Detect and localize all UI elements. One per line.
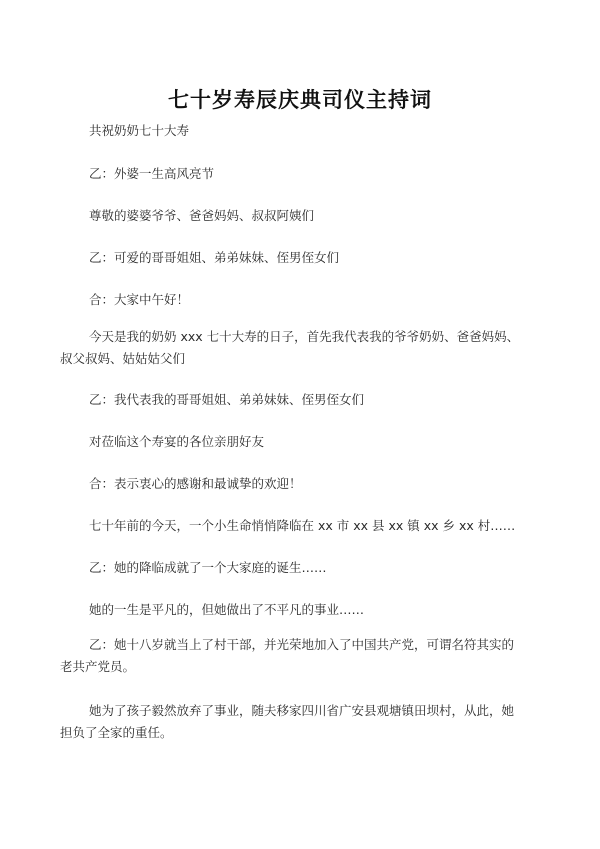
paragraph-3: 尊敬的婆婆爷爷、爸爸妈妈、叔叔阿姨们 xyxy=(89,208,315,223)
paragraph-7: 乙：我代表我的哥哥姐姐、弟弟妹妹、侄男侄女们 xyxy=(89,392,365,407)
paragraph-13: 乙：她十八岁就当上了村干部，并光荣地加入了中国共产党，可谓名符其实的老共产党员。 xyxy=(60,637,515,674)
paragraph-8: 对莅临这个寿宴的各位亲朋好友 xyxy=(89,434,265,449)
paragraph-2: 乙：外婆一生高风亮节 xyxy=(89,166,215,181)
paragraph-9: 合：表示衷心的感谢和最诚挚的欢迎！ xyxy=(89,476,302,491)
paragraph-12: 她的一生是平凡的，但她做出了不平凡的事业…… xyxy=(89,602,365,617)
paragraph-6: 今天是我的奶奶 xxx 七十大寿的日子，首先我代表我的爷爷奶奶、爸爸妈妈、叔父叔妈、姑姑姑父们 xyxy=(60,329,520,366)
paragraph-1: 共祝奶奶七十大寿 xyxy=(89,123,190,138)
paragraph-10: 七十年前的今天，一个小生命悄悄降临在 xx 市 xx 县 xx 镇 xx 乡 xx 村…… xyxy=(89,518,516,533)
paragraph-14: 她为了孩子毅然放弃了事业，随夫移家四川省广安县观塘镇田坝村，从此，她担负了全家的重任。 xyxy=(60,703,515,740)
document-title: 七十岁寿辰庆典司仪主持词 xyxy=(168,88,432,112)
paragraph-5: 合：大家中午好！ xyxy=(89,292,190,307)
paragraph-11: 乙：她的降临成就了一个大家庭的诞生…… xyxy=(89,560,327,575)
paragraph-4: 乙：可爱的哥哥姐姐、弟弟妹妹、侄男侄女们 xyxy=(89,250,340,265)
